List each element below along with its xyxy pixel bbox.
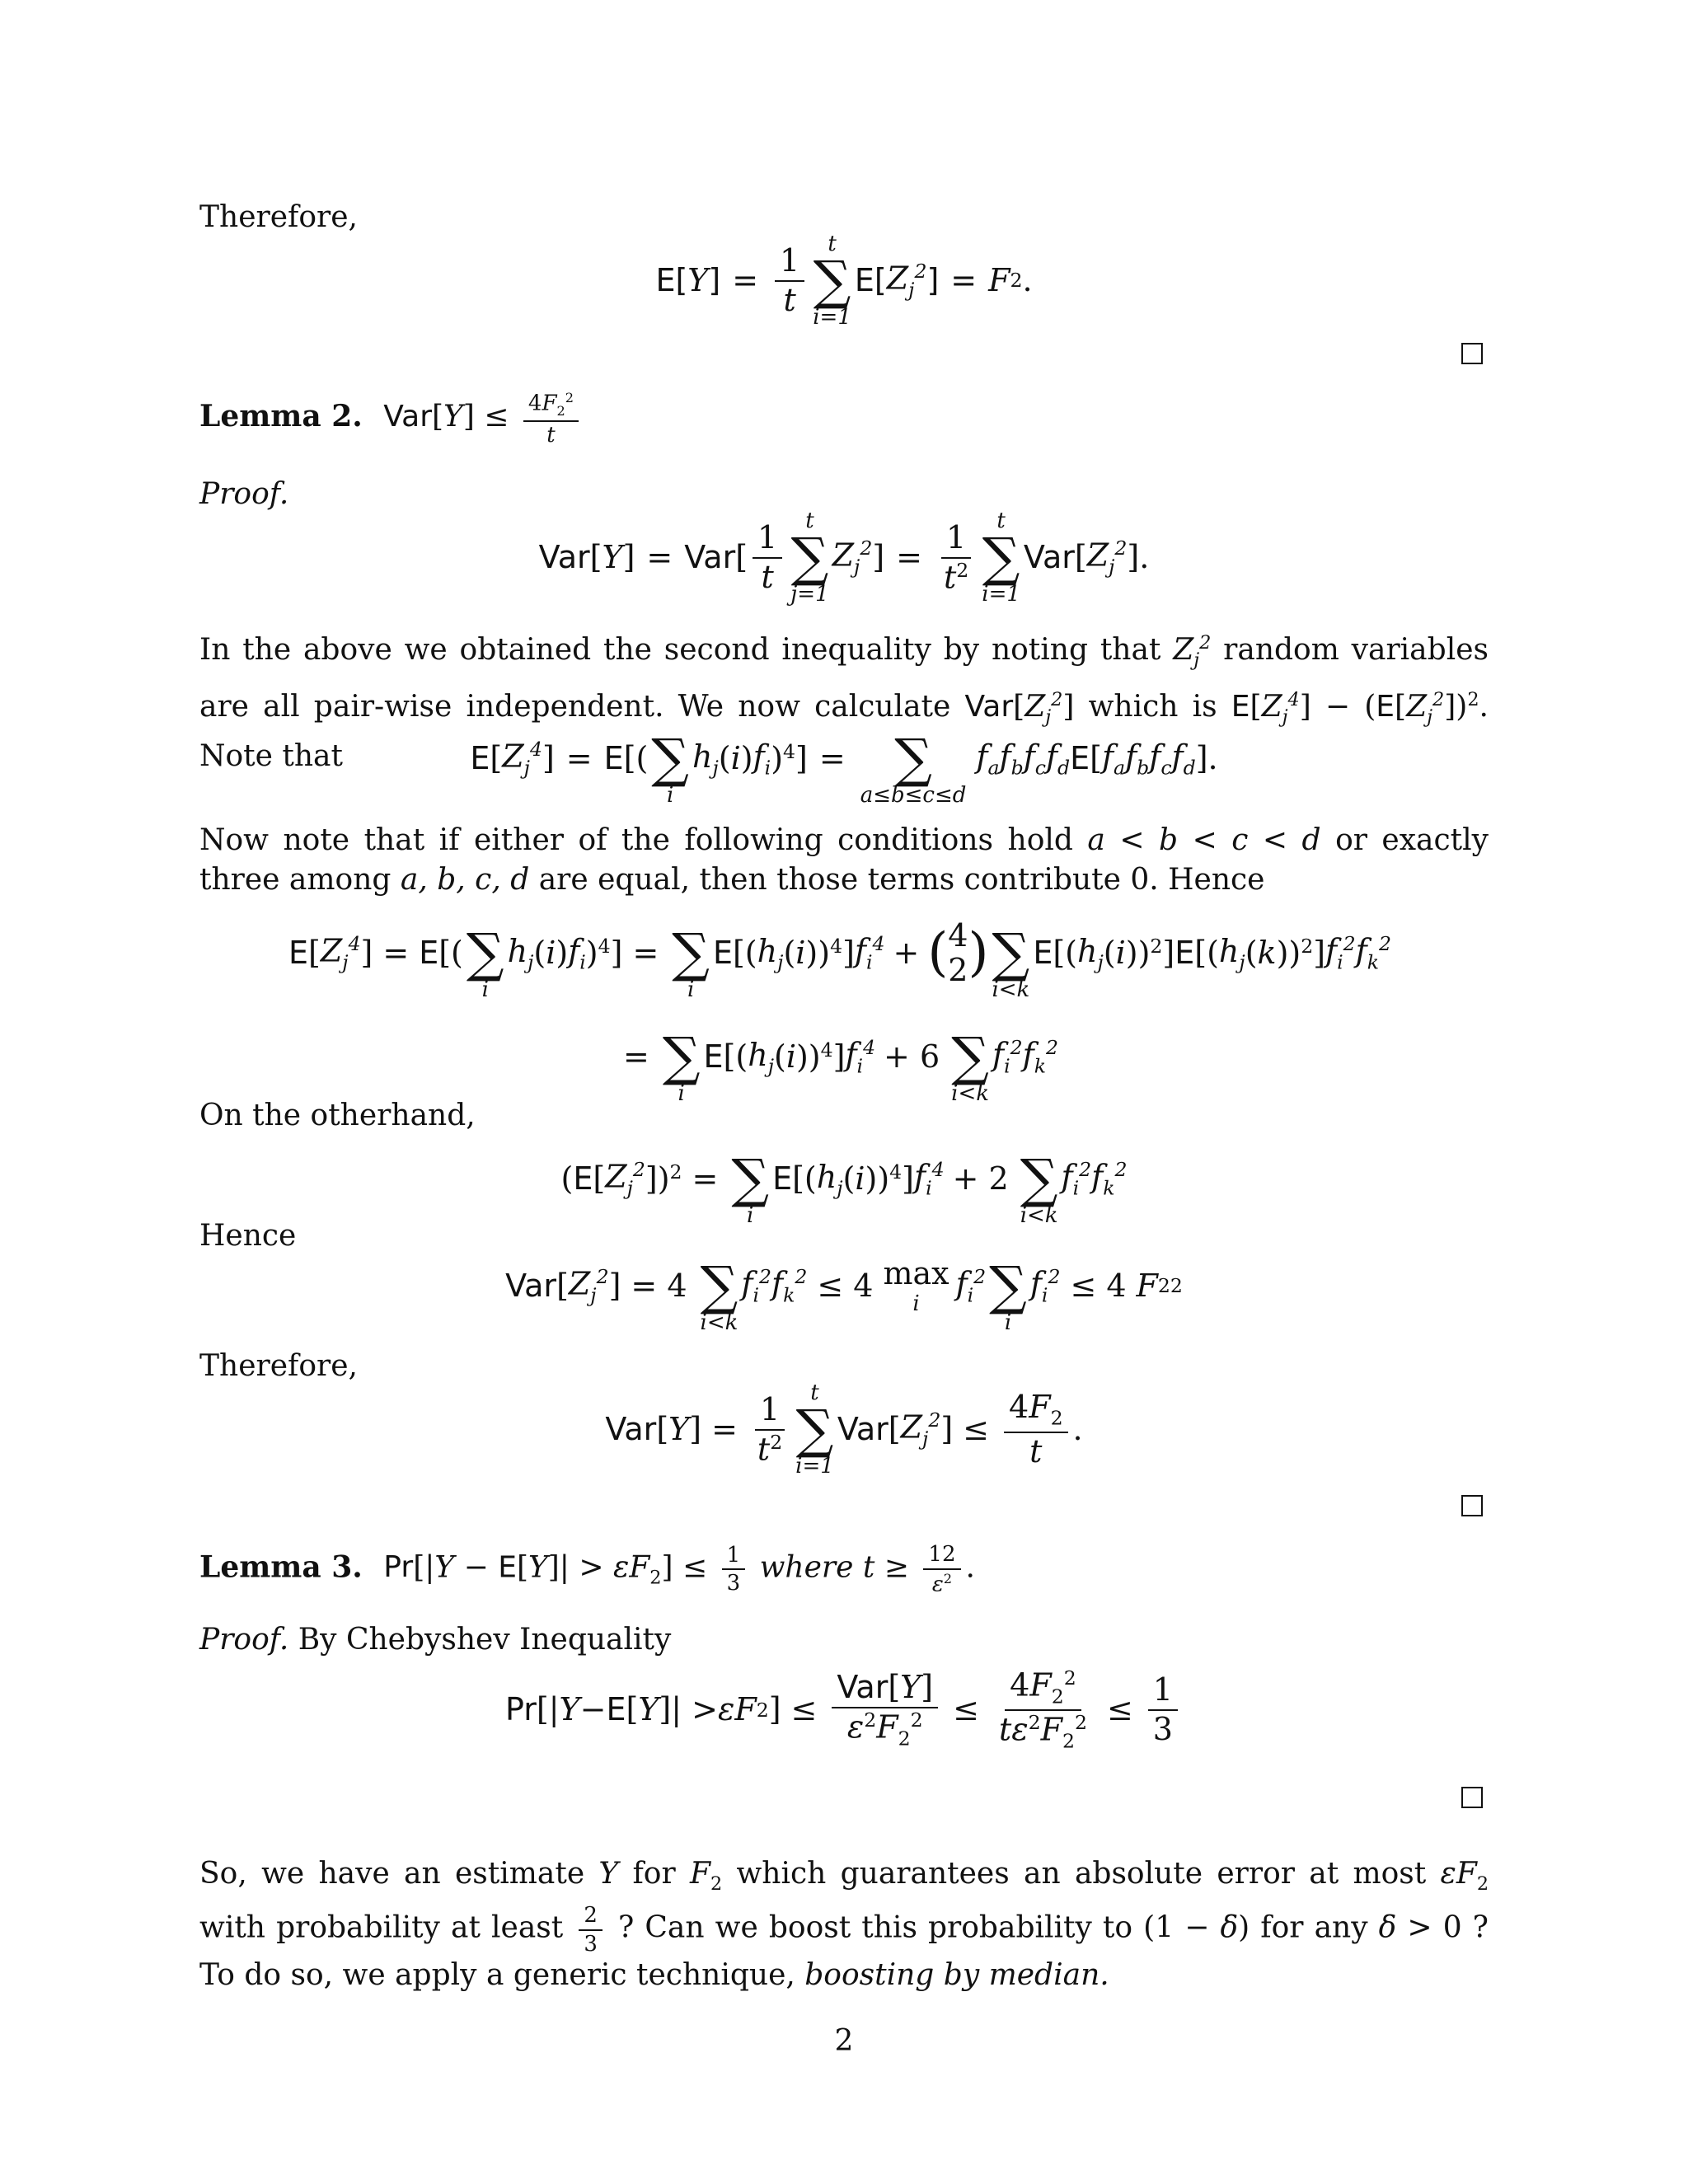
paragraph-therefore-2 xyxy=(199,1347,1489,1386)
lemma-3: Lemma 3. $Pr[|Y - E[Y]| > \varepsilon F_2]$ ≤ $\frac{1}{3}$ where t ≥ $\frac{12}{\varepsilon^2}$ . xyxy=(199,1542,975,1597)
proof-1-text: Proof. xyxy=(199,477,289,511)
equation-fourth-moment: E [ $Z_j^4$ ] = E [( ∑ i $h_j$ ( i ) $f_i$ )$^4$] = ∑ a≤b≤c≤d $f_af_bf_cf_d$ E [ $f_af_bf_cf_d$ ]. xyxy=(470,728,1218,808)
lemma-2: Lemma 2. Var[Y] ≤ $\frac{4F_2^2}{t}$ xyxy=(199,391,1489,447)
equation-var-y-bound: Var [ Y ] = $\frac{1}{t^2}$ t ∑ i=1 Var [ $Z_j^2$ ] ≤ $\frac{4F_2}{t}$ . xyxy=(605,1380,1083,1479)
proof-label-2 xyxy=(199,1620,1489,1660)
equation-variance: Var [ Y ] = Var [ $\frac{1}{t}$ t ∑ j=1 $Z_j^2$ ] = $\frac{1}{t^2}$ t ∑ i=1 Var [ $Z_j^2$ ]. xyxy=(538,509,1150,607)
text-hence: Hence xyxy=(199,1219,297,1253)
proof-label-1 xyxy=(199,475,1489,514)
text-therefore-1: Therefore, xyxy=(199,200,358,234)
paragraph-conditions: Now note that if either of the following conditions hold a < b < c < d or exactly three among a, b, c, d are equal, then those terms contribute 0. Hence xyxy=(199,823,1489,897)
paragraph-boosting: So, we have an estimate Y for $F_2$ which guarantees an absolute error at most $\varepsilon F_2$ with probability at least $\frac{2}{3}$ ? Can we boost this probability to (1 − δ) for any δ > 0 ? To do so, we apply a generic technique, boosting by median. xyxy=(199,1857,1489,1993)
proof-2-label: Proof. xyxy=(199,1623,289,1657)
qed-square-1 xyxy=(1461,343,1483,364)
equation-expectation: E [ Y ] = $\frac{1}{t}$ t ∑ i=1 E [ $Z_j^2$ ] = F 2 . xyxy=(655,232,1033,330)
paragraph-otherhand xyxy=(199,1096,1489,1136)
lemma-2-heading: Lemma 2. xyxy=(199,399,363,434)
equation-square-expectation: ( E [ $Z_j^2$ ])$^2$ = ∑ i E [( $h_j$ ( i ))$^4$] $f_i^4$ + 2 ∑ i<k $f_i^2f_k^2$ xyxy=(560,1148,1128,1229)
lemma-3-heading: Lemma 3. xyxy=(199,1549,363,1585)
text-otherhand: On the otherhand, xyxy=(199,1099,476,1132)
equation-chebyshev: Pr [| Y − E [ Y ]| > εF 2 ] ≤ $\frac{\text{Var[Y]}}{\varepsilon^2F_2^2}$ ≤ $\frac{4F_2^2}{t\varepsilon^2F_2^2}$ ≤ $\frac{1}{3}$ xyxy=(199,1668,1489,1752)
text-boosting-by-median: boosting by median. xyxy=(804,1958,1109,1993)
text-therefore-2: Therefore, xyxy=(199,1349,358,1383)
paragraph-therefore-1 xyxy=(199,198,1489,237)
qed-square-3 xyxy=(1461,1787,1483,1808)
qed-square-2 xyxy=(1461,1495,1483,1516)
paragraph-independence: In the above we obtained the second inequality by noting that $Z_j^2$ random variables are all pair-wise independent. We now calculate $Var[Z_j^2]$ which is $E[Z_j^4] - (E[Z_j^2])^2$. Note that xyxy=(199,632,1489,774)
equation-fourth-expand-1: E [ $Z_j^4$ ] = E [( ∑ i $h_j$ ( i ) $f_i$ )$^4$] = ∑ i E [( $h_j$ ( i ))$^4$] $f_i^4$ + ( 4 2 ) ∑ i<k E [( $h_j$ ( i ))$^2$] E [( $h_j$ ( k ))$^2$] $f_i^2f_k^2$ xyxy=(288,917,1391,1003)
proof-2-text: By Chebyshev Inequality xyxy=(298,1623,672,1657)
equation-var-z: Var [ $Z_j^2$ ] = 4 ∑ i<k $f_i^2f_k^2$ ≤ 4 max i $f_i^2$ ∑ i $f_i^2$ ≤ 4 F 2 2 xyxy=(505,1255,1183,1336)
equation-fourth-expand-2: = ∑ i E [( $h_j$ ( i ))$^4$] $f_i^4$ + 6 ∑ i<k $f_i^2f_k^2$ xyxy=(623,1026,1058,1107)
page-number: 2 xyxy=(834,2024,854,2058)
